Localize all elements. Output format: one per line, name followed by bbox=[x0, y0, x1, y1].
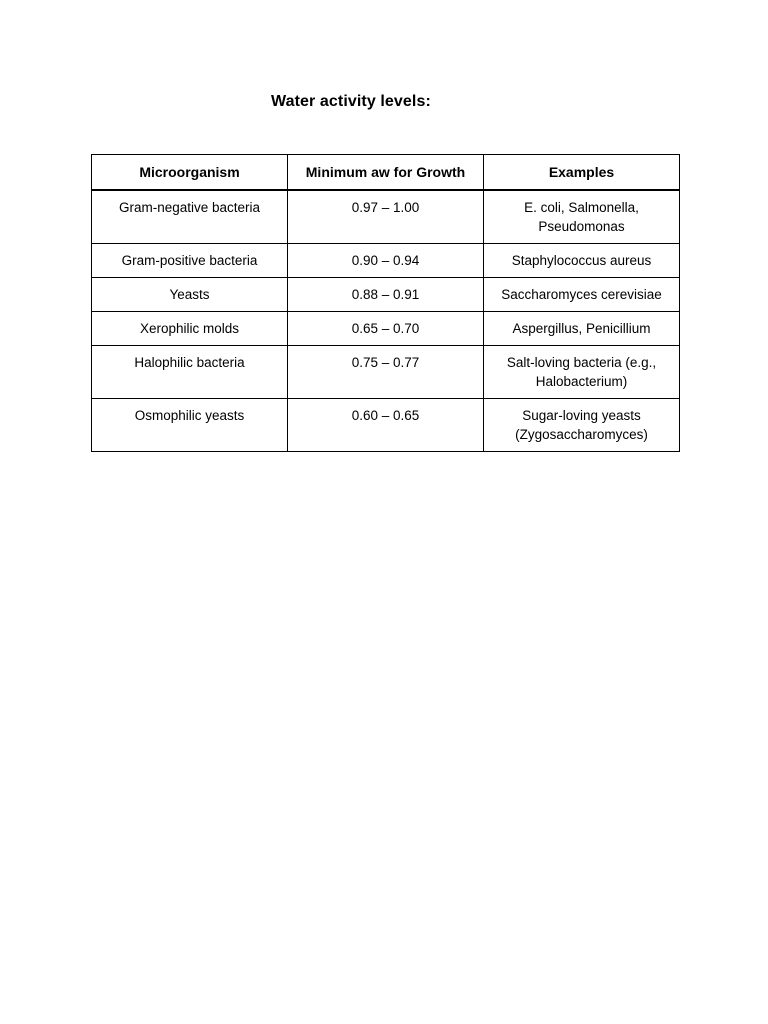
cell-minimum-aw: 0.75 – 0.77 bbox=[288, 346, 484, 399]
cell-microorganism: Gram-positive bacteria bbox=[92, 244, 288, 278]
table-row bbox=[92, 244, 680, 278]
cell-examples: Staphylococcus aureus bbox=[484, 244, 680, 278]
cell-microorganism: Halophilic bacteria bbox=[92, 346, 288, 399]
cell-examples: Sugar-loving yeasts (Zygosaccharomyces) bbox=[484, 399, 680, 452]
table-row bbox=[92, 346, 680, 399]
cell-microorganism: Xerophilic molds bbox=[92, 312, 288, 346]
cell-examples: E. coli, Salmonella, Pseudomonas bbox=[484, 190, 680, 244]
column-header-minimum-aw: Minimum aw for Growth bbox=[288, 155, 484, 191]
cell-minimum-aw: 0.97 – 1.00 bbox=[288, 190, 484, 244]
cell-microorganism: Osmophilic yeasts bbox=[92, 399, 288, 452]
cell-minimum-aw: 0.88 – 0.91 bbox=[288, 278, 484, 312]
column-header-microorganism: Microorganism bbox=[92, 155, 288, 191]
cell-examples: Salt-loving bacteria (e.g., Halobacterium) bbox=[484, 346, 680, 399]
cell-minimum-aw: 0.65 – 0.70 bbox=[288, 312, 484, 346]
cell-minimum-aw: 0.60 – 0.65 bbox=[288, 399, 484, 452]
table-row bbox=[92, 278, 680, 312]
cell-examples: Saccharomyces cerevisiae bbox=[484, 278, 680, 312]
cell-examples: Aspergillus, Penicillium bbox=[484, 312, 680, 346]
table-row bbox=[92, 190, 680, 244]
water-activity-table bbox=[91, 154, 680, 452]
page-title: Water activity levels: bbox=[271, 93, 431, 110]
table-row bbox=[92, 312, 680, 346]
table-header-row bbox=[92, 155, 680, 191]
column-header-examples: Examples bbox=[484, 155, 680, 191]
table-row bbox=[92, 399, 680, 452]
cell-microorganism: Yeasts bbox=[92, 278, 288, 312]
cell-microorganism: Gram-negative bacteria bbox=[92, 190, 288, 244]
cell-minimum-aw: 0.90 – 0.94 bbox=[288, 244, 484, 278]
